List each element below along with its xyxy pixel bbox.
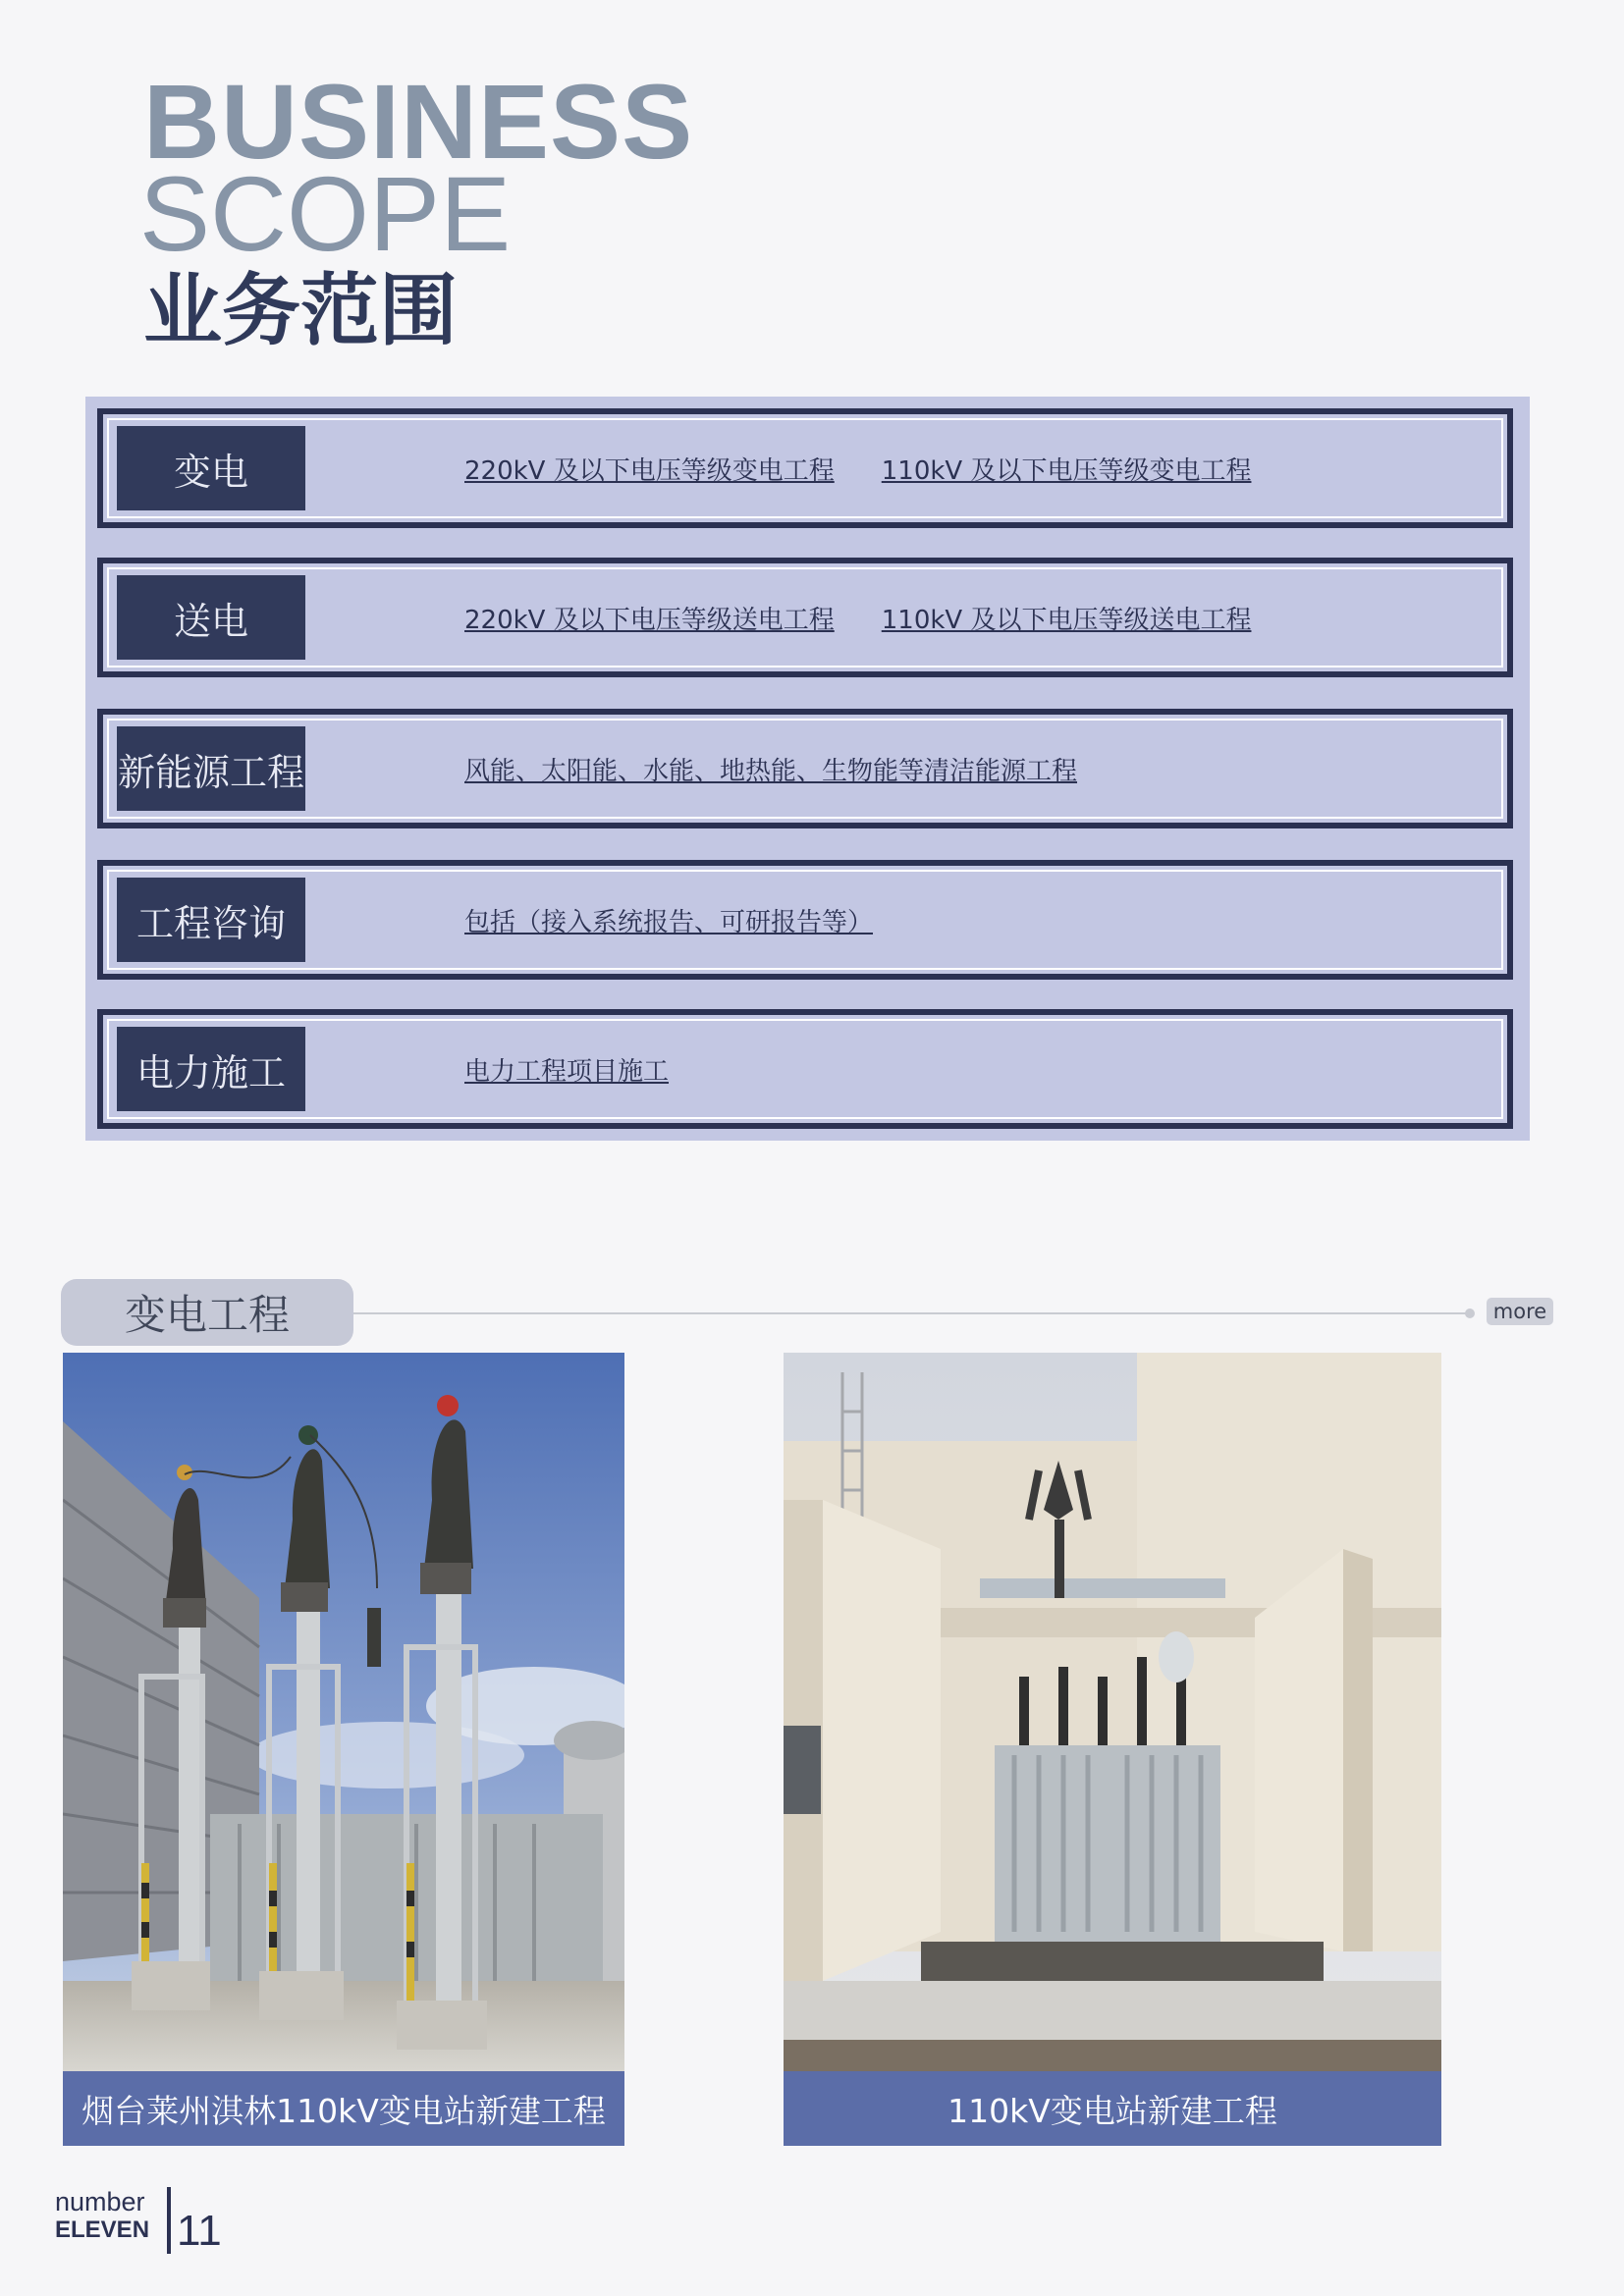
business-scope-panel bbox=[85, 397, 1530, 1141]
heading-business: BUSINESS bbox=[143, 62, 694, 181]
page-number-divider bbox=[167, 2187, 171, 2254]
scope-label-consulting: 工程咨询 bbox=[117, 878, 305, 962]
project-card[interactable] bbox=[784, 1353, 1441, 2146]
page-number-word: number bbox=[55, 2187, 145, 2216]
scope-row-construction bbox=[97, 1009, 1513, 1129]
scope-link[interactable]: 110kV 及以下电压等级变电工程 bbox=[881, 455, 1252, 486]
scope-row-transmission bbox=[97, 558, 1513, 677]
scope-items-new-energy bbox=[464, 715, 1077, 823]
scope-row-substation bbox=[97, 408, 1513, 528]
scope-link[interactable]: 220kV 及以下电压等级变电工程 bbox=[464, 455, 835, 486]
more-button[interactable]: more bbox=[1487, 1298, 1553, 1325]
scope-row-consulting bbox=[97, 860, 1513, 980]
project-card[interactable] bbox=[63, 1353, 624, 2146]
section-divider-dot bbox=[1465, 1308, 1475, 1318]
scope-link[interactable]: 220kV 及以下电压等级送电工程 bbox=[464, 605, 835, 635]
project-caption: 110kV变电站新建工程 bbox=[784, 2071, 1441, 2146]
scope-link[interactable]: 包括（接入系统报告、可研报告等） bbox=[464, 907, 874, 937]
heading-scope: SCOPE bbox=[139, 154, 512, 273]
page-number-word-eleven: ELEVEN bbox=[55, 2216, 150, 2243]
scope-items-construction bbox=[464, 1015, 669, 1123]
project-caption: 烟台莱州淇林110kV变电站新建工程 bbox=[63, 2071, 624, 2146]
project-photo-bushings[interactable] bbox=[63, 1353, 624, 2071]
project-photo-substation[interactable] bbox=[784, 1353, 1441, 2071]
page-number-block bbox=[55, 2187, 232, 2258]
scope-label-new-energy: 新能源工程 bbox=[117, 726, 305, 811]
scope-label-substation: 变电 bbox=[117, 426, 305, 510]
scope-link[interactable]: 风能、太阳能、水能、地热能、生物能等清洁能源工程 bbox=[464, 756, 1078, 786]
page-number: 11 bbox=[177, 2207, 222, 2255]
scope-row-new-energy bbox=[97, 709, 1513, 828]
scope-items-consulting bbox=[464, 866, 873, 974]
heading-chinese-title: 业务范围 bbox=[143, 265, 458, 356]
section-tab-substation-projects[interactable]: 变电工程 bbox=[61, 1279, 353, 1346]
scope-items-transmission bbox=[464, 563, 1251, 671]
scope-link[interactable]: 110kV 及以下电压等级送电工程 bbox=[881, 605, 1252, 635]
scope-label-construction: 电力施工 bbox=[117, 1027, 305, 1111]
scope-items-substation bbox=[464, 414, 1251, 522]
scope-link[interactable]: 电力工程项目施工 bbox=[464, 1056, 670, 1087]
scope-label-transmission: 送电 bbox=[117, 575, 305, 660]
section-divider-line bbox=[353, 1312, 1469, 1314]
